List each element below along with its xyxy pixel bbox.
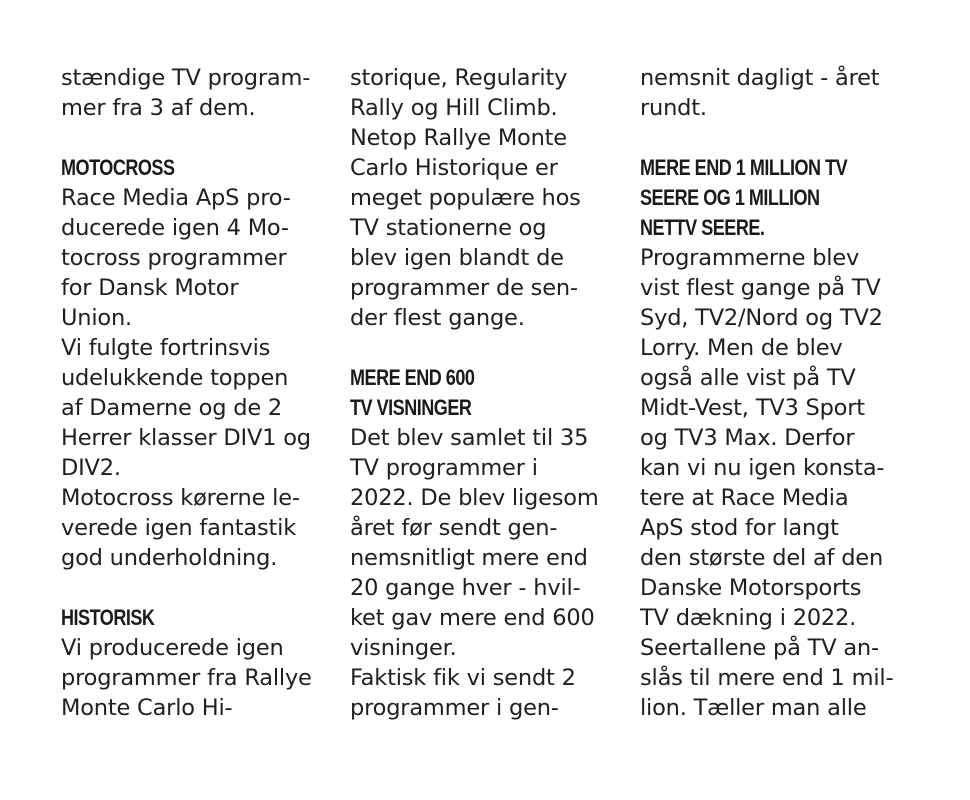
body-text-line: Faktisk fik vi sendt 2 [350, 665, 576, 691]
body-text-line: blev igen blandt de [350, 245, 564, 271]
body-text-line: Programmerne blev [640, 245, 860, 271]
body-text-line: Syd, TV2/Nord og TV2 [640, 305, 883, 331]
body-text-line: storique, Regularity [350, 65, 568, 91]
body-text-line: god underholdning. [61, 545, 278, 571]
section-heading: MERE END 600 [350, 365, 475, 390]
paragraph-gap [61, 123, 341, 153]
body-text-line: og TV3 Max. Derfor [640, 425, 855, 451]
section-heading: NETTV SEERE. [640, 215, 765, 240]
body-text-line: Monte Carlo Hi- [61, 695, 233, 721]
body-text-line: Motocross kørerne le- [61, 485, 300, 511]
body-text-line: Vi fulgte fortrinsvis [61, 335, 271, 361]
section-heading: HISTORISK [61, 605, 155, 630]
body-text-line: Herrer klasser DIV1 og [61, 425, 311, 451]
body-text-line: nemsnitligt mere end [350, 545, 588, 571]
body-text-line: der flest gange. [350, 305, 525, 331]
body-text-line: programmer fra Rallye [61, 665, 312, 691]
body-text-line: ket gav mere end 600 [350, 605, 595, 631]
body-text-line: stændige TV program- [61, 65, 311, 91]
body-text-line: slås til mere end 1 mil- [640, 665, 894, 691]
body-text-line: året før sendt gen- [350, 515, 558, 541]
body-text-line: udelukkende toppen [61, 365, 289, 391]
body-text-line: TV programmer i [350, 455, 538, 481]
body-text-line: rundt. [640, 95, 707, 121]
body-text-line: ApS stod for langt [640, 515, 839, 541]
column-2 [350, 63, 630, 723]
body-text-line: Rally og Hill Climb. [350, 95, 558, 121]
body-text-line: mer fra 3 af dem. [61, 95, 256, 121]
body-text-line: Vi producerede igen [61, 635, 284, 661]
body-text-line: Race Media ApS pro- [61, 185, 291, 211]
body-text-line: Netop Rallye Monte [350, 125, 567, 151]
body-text-line: ducerede igen 4 Mo- [61, 215, 289, 241]
body-text-line: den største del af den [640, 545, 884, 571]
body-text-line: TV dækning i 2022. [640, 605, 857, 631]
body-text-line: også alle vist på TV [640, 365, 856, 391]
body-text-line: lion. Tæller man alle [640, 695, 867, 721]
body-text-line: 20 gange hver - hvil- [350, 575, 581, 601]
body-text-line: Det blev samlet til 35 [350, 425, 589, 451]
body-text-line: verede igen fantastik [61, 515, 297, 541]
section-heading: TV VISNINGER [350, 395, 472, 420]
body-text-line: Seertallene på TV an- [640, 635, 879, 661]
body-text-line: programmer de sen- [350, 275, 578, 301]
body-text-line: visninger. [350, 635, 457, 661]
section-heading: MERE END 1 MILLION TV [640, 155, 848, 180]
paragraph-gap [350, 333, 630, 363]
paragraph-gap [61, 573, 341, 603]
body-text-line: Danske Motorsports [640, 575, 862, 601]
section-heading: MOTOCROSS [61, 155, 175, 180]
column-3 [640, 63, 920, 723]
body-text-line: kan vi nu igen konsta- [640, 455, 885, 481]
column-1 [61, 63, 341, 723]
body-text-line: Lorry. Men de blev [640, 335, 843, 361]
body-text-line: 2022. De blev ligesom [350, 485, 599, 511]
body-text-line: nemsnit dagligt - året [640, 65, 880, 91]
body-text-line: meget populære hos [350, 185, 581, 211]
body-text-line: tocross programmer [61, 245, 287, 271]
body-text-line: Union. [61, 305, 132, 331]
body-text-line: vist flest gange på TV [640, 275, 881, 301]
body-text-line: for Dansk Motor [61, 275, 239, 301]
body-text-line: Carlo Historique er [350, 155, 558, 181]
paragraph-gap [640, 123, 920, 153]
body-text-line: af Damerne og de 2 [61, 395, 283, 421]
body-text-line: tere at Race Media [640, 485, 849, 511]
body-text-line: programmer i gen- [350, 695, 559, 721]
body-text-line: DIV2. [61, 455, 121, 481]
body-text-line: Midt-Vest, TV3 Sport [640, 395, 865, 421]
body-text-line: TV stationerne og [350, 215, 547, 241]
section-heading: SEERE OG 1 MILLION [640, 185, 820, 210]
